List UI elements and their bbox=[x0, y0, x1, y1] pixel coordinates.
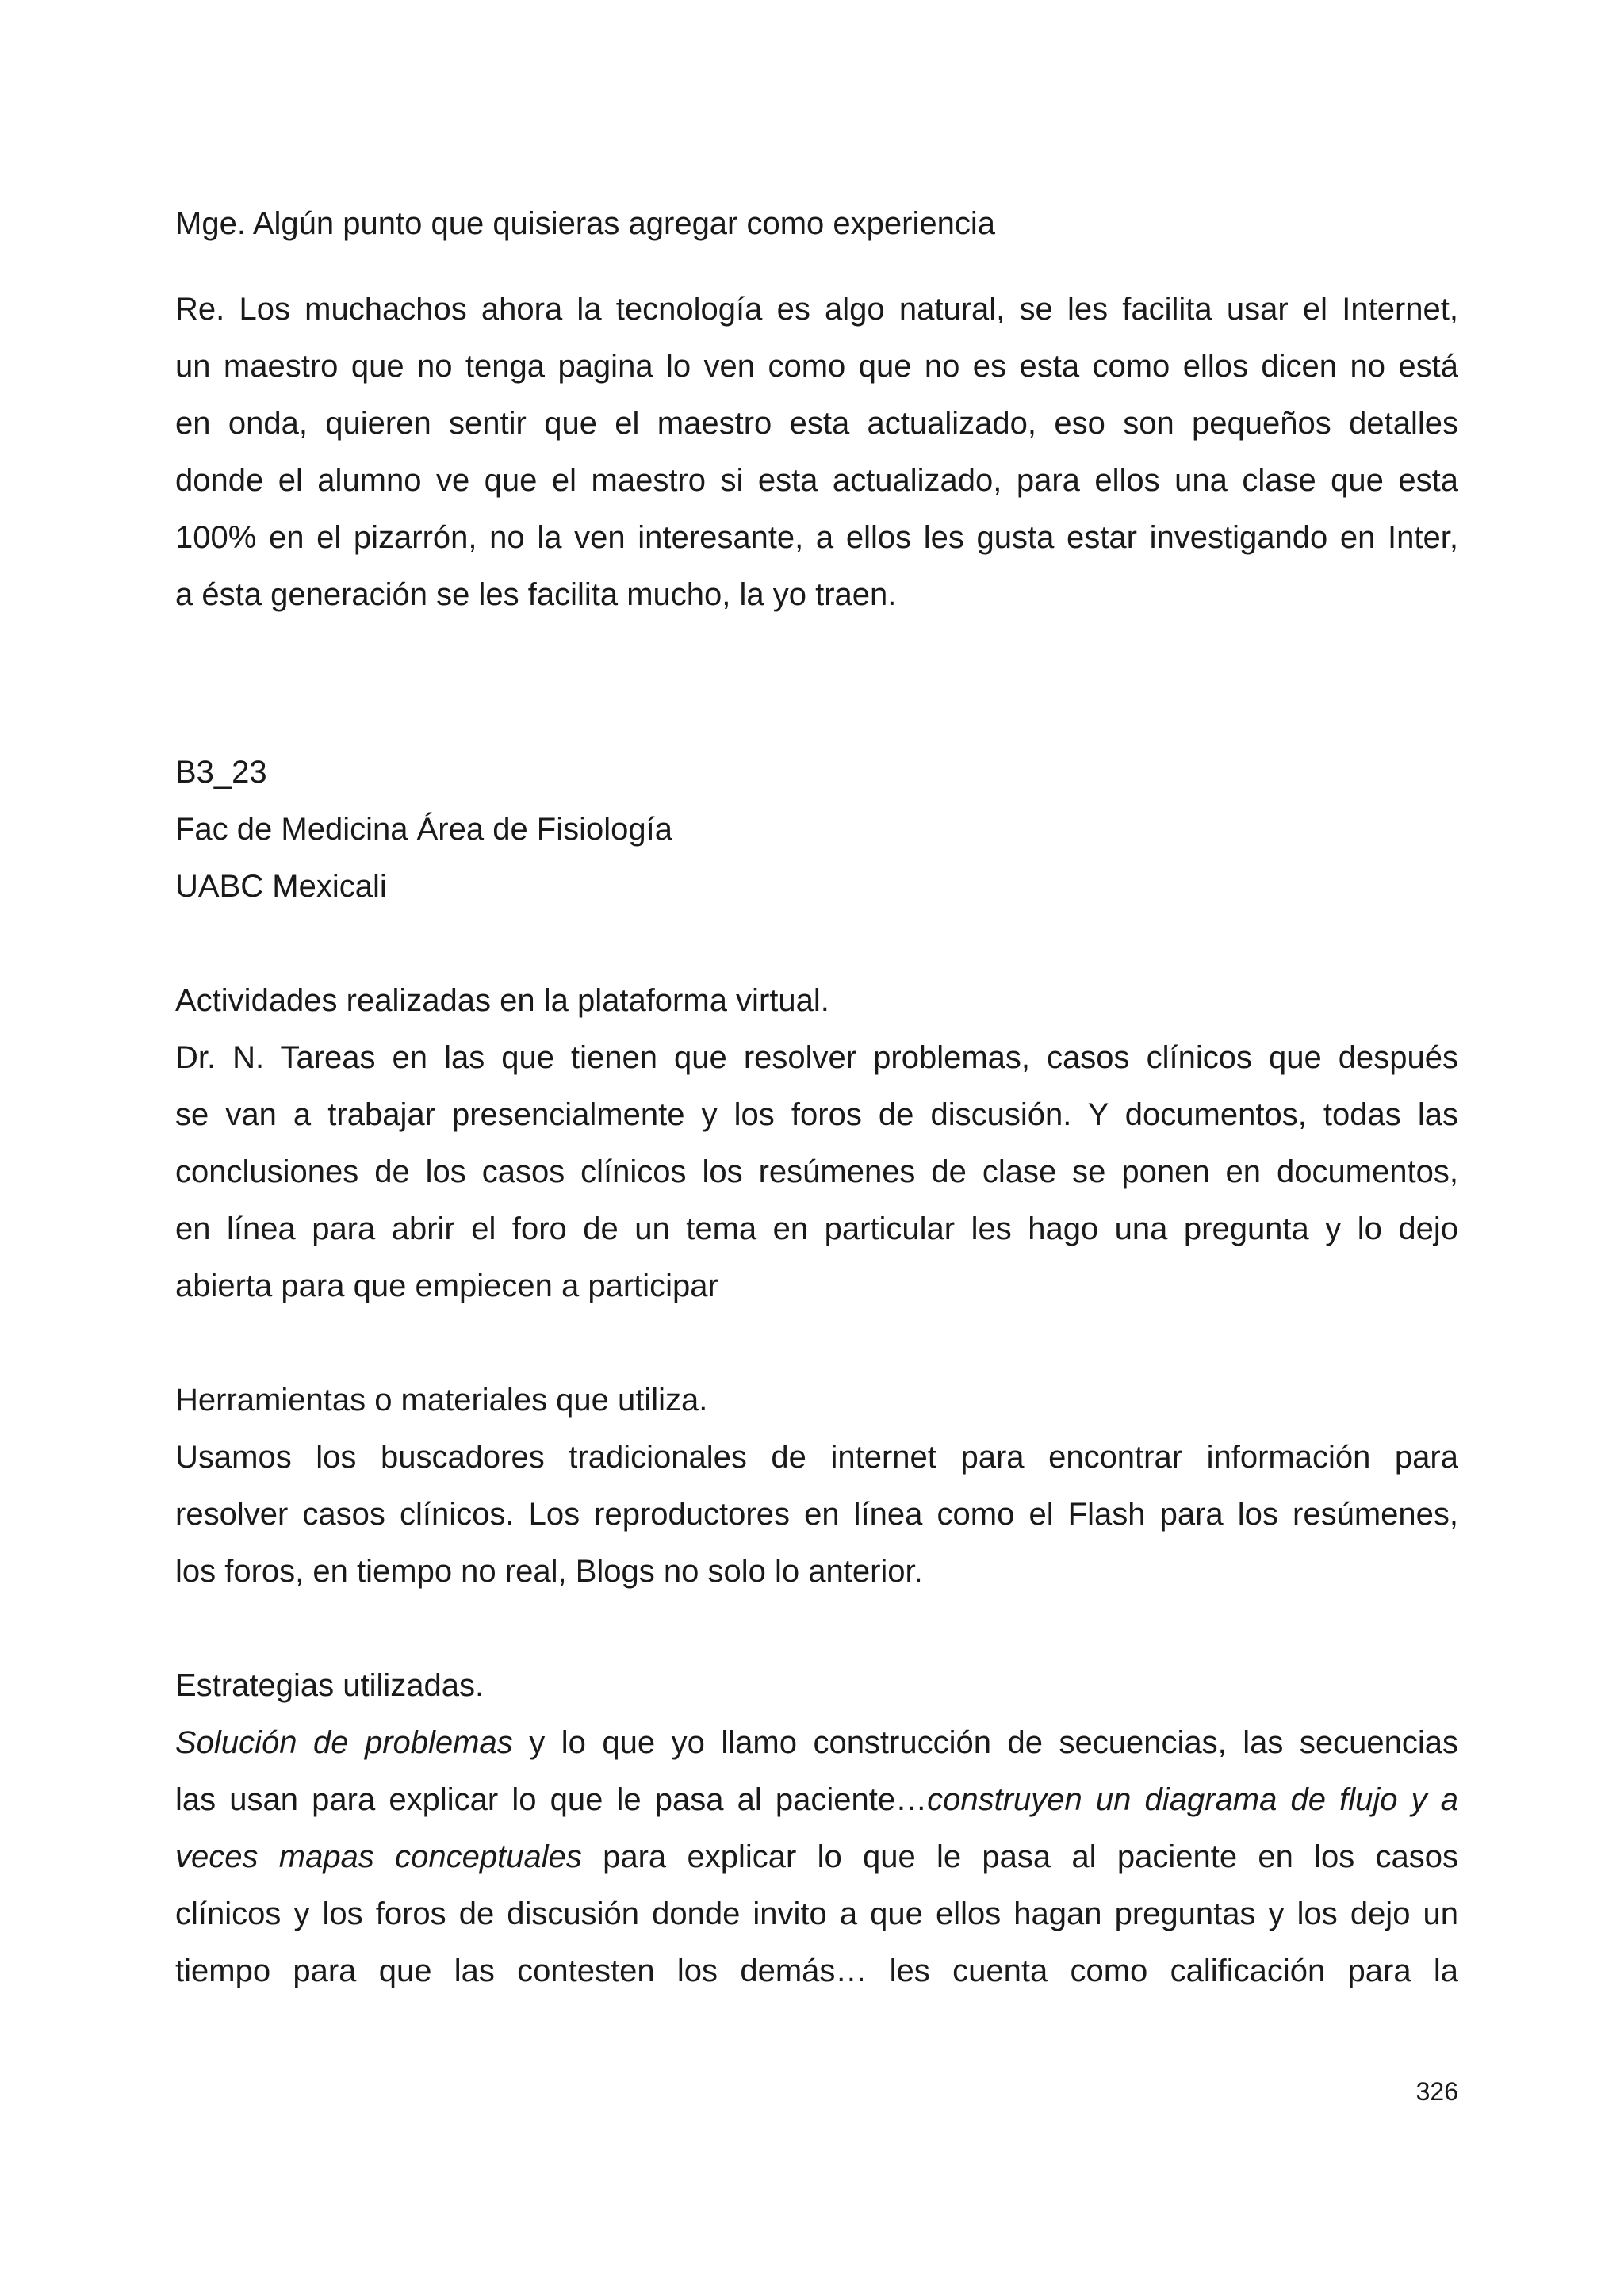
tools-heading: Herramientas o materiales que utiliza. bbox=[175, 1383, 708, 1418]
activities-line: abierta para que empiecen a participar bbox=[175, 1269, 718, 1303]
tools-line: resolver casos clínicos. Los reproductores en línea como el Flash para los resúmenes, bbox=[175, 1497, 1458, 1532]
strategies-line-3 bbox=[175, 1828, 1458, 1885]
answer-line: 100% en el pizarrón, no la ven interesante, a ellos les gusta estar investigando en Inter, bbox=[175, 520, 1458, 555]
strategies-italic-term: Solución de problemas bbox=[175, 1725, 513, 1760]
strategies-italic-term: veces mapas conceptuales bbox=[175, 1839, 582, 1874]
faculty-label: Fac de Medicina Área de Fisiología bbox=[175, 812, 672, 847]
strategies-text: las usan para explicar lo que le pasa al paciente… bbox=[175, 1782, 928, 1817]
campus-label: UABC Mexicali bbox=[175, 869, 387, 904]
answer-line: donde el alumno ve que el maestro si esta actualizado, para ellos una clase que esta bbox=[175, 463, 1458, 498]
activities-line: Dr. N. Tareas en las que tienen que resolver problemas, casos clínicos que después bbox=[175, 1040, 1458, 1075]
strategies-line-2 bbox=[175, 1771, 1458, 1828]
answer-line: Re. Los muchachos ahora la tecnología es algo natural, se les facilita usar el Internet, bbox=[175, 292, 1458, 327]
strategies-text: y lo que yo llamo construcción de secuencias, las secuencias bbox=[512, 1725, 1458, 1760]
interview-question: Mge. Algún punto que quisieras agregar como experiencia bbox=[175, 206, 995, 241]
activities-line: en línea para abrir el foro de un tema en particular les hago una pregunta y lo dejo bbox=[175, 1211, 1458, 1246]
strategies-text: para explicar lo que le pasa al paciente en los casos bbox=[581, 1839, 1458, 1874]
strategies-line-4: clínicos y los foros de discusión donde invito a que ellos hagan preguntas y los dejo un bbox=[175, 1896, 1458, 1931]
strategies-heading: Estrategias utilizadas. bbox=[175, 1668, 485, 1703]
activities-heading: Actividades realizadas en la plataforma virtual. bbox=[175, 983, 829, 1018]
strategies-italic-term: construyen un diagrama de flujo y a bbox=[927, 1782, 1458, 1817]
strategies-line-5: tiempo para que las contesten los demás… les cuenta como calificación para la bbox=[175, 1954, 1458, 1988]
strategies-line-1 bbox=[175, 1714, 1458, 1771]
document-page bbox=[175, 195, 1458, 1999]
answer-line: en onda, quieren sentir que el maestro esta actualizado, eso son pequeños detalles bbox=[175, 406, 1458, 441]
answer-line: a ésta generación se les facilita mucho, la yo traen. bbox=[175, 577, 897, 612]
tools-line: Usamos los buscadores tradicionales de internet para encontrar información para bbox=[175, 1440, 1458, 1475]
activities-line: se van a trabajar presencialmente y los foros de discusión. Y documentos, todas las bbox=[175, 1097, 1458, 1132]
tools-line: los foros, en tiempo no real, Blogs no solo lo anterior. bbox=[175, 1554, 923, 1589]
interview-code: B3_23 bbox=[175, 755, 267, 790]
activities-line: conclusiones de los casos clínicos los resúmenes de clase se ponen en documentos, bbox=[175, 1154, 1458, 1189]
answer-line: un maestro que no tenga pagina lo ven como que no es esta como ellos dicen no está bbox=[175, 349, 1458, 384]
page-number: 326 bbox=[1415, 2077, 1458, 2106]
